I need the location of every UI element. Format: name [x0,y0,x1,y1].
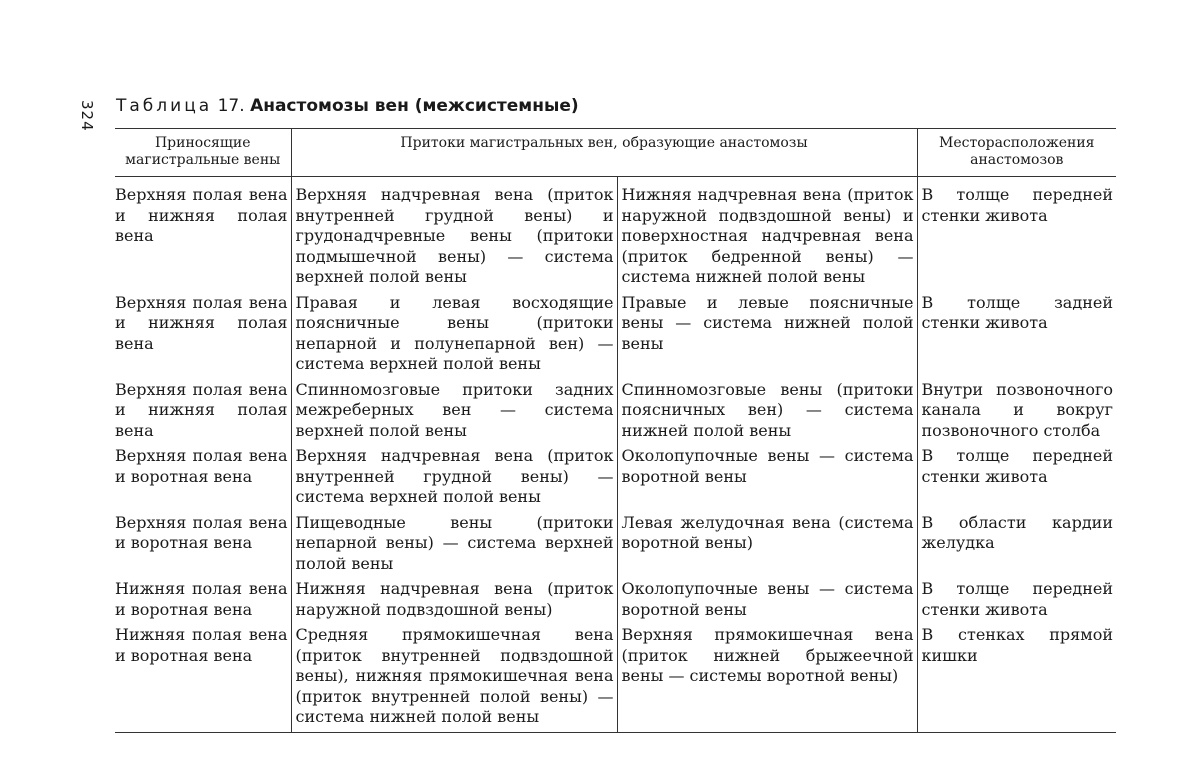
header-location: Месторасположения анастомозов [917,129,1116,177]
header-tributaries: Притоки магистральных вен, образующие анастомозы [291,129,917,177]
cell-location: В толще передней стенки живота [917,577,1116,623]
cell-tributary-1: Верхняя надчревная вена (приток внутренней грудной вены) и грудонадчревные вены (притоки подмышечной вены) — система верхней полой вены [291,177,617,291]
table-row [115,444,1116,511]
cell-tributary-2: Левая желудочная вена (система воротной вены) [617,511,917,578]
table-row [115,291,1116,378]
cell-tributary-1: Спинномозговые притоки задних межреберных вен — система верхней полой вены [291,378,617,445]
table-row [115,511,1116,578]
cell-tributary-1: Верхняя надчревная вена (приток внутренней грудной вены) — система верхней полой вены [291,444,617,511]
cell-tributary-1: Пищеводные вены (притоки непарной вены) — система верхней полой вены [291,511,617,578]
cell-tributary-2: Околопупочные вены — система воротной вены [617,444,917,511]
header-main-veins: Приносящие магистральные вены [115,129,291,177]
cell-tributary-1: Нижняя надчревная вена (приток наружной подвздошной вены) [291,577,617,623]
page-number: 324 [78,100,96,132]
cell-location: В толще передней стенки живота [917,444,1116,511]
cell-tributary-2: Спинномозговые вены (притоки поясничных вен) — система нижней полой вены [617,378,917,445]
cell-tributary-1: Правая и левая восходящие поясничные вены (притоки непарной и полунепарной вен) — система верхней полой вены [291,291,617,378]
table-title-number: 17. [217,96,245,116]
table-header-row [115,129,1116,177]
table-title-name: Анастомозы вен (межсистемные) [250,96,579,116]
cell-main-veins: Нижняя полая вена и воротная вена [115,623,291,732]
cell-main-veins: Верхняя полая вена и воротная вена [115,446,288,486]
cell-location: В толще передней стенки живота [917,177,1116,291]
table-title [116,96,579,116]
cell-tributary-2: Правые и левые поясничные вены — система нижней полой вены [617,291,917,378]
cell-location: В толще задней стенки живота [917,291,1116,378]
cell-tributary-1: Средняя прямокишечная вена (приток внутренней подвздошной вены), нижняя прямокишечная вена (приток внутренней полой вены) — система нижней полой вены [291,623,617,732]
table-row [115,623,1116,732]
table-row [115,577,1116,623]
cell-location: В области кардии желудка [917,511,1116,578]
table-row [115,378,1116,445]
table-title-label: Таблица [116,96,213,116]
cell-main-veins: Верхняя полая вена и нижняя полая вена [115,292,288,353]
table-row [115,177,1116,291]
cell-main-veins: Верхняя полая вена и нижняя полая вена [115,379,288,440]
cell-main-veins: Верхняя полая вена и нижняя полая вена [115,185,288,245]
anastomoses-table [115,128,1116,733]
cell-location: В стенках прямой кишки [917,623,1116,732]
cell-main-veins: Верхняя полая вена и воротная вена [115,512,288,552]
cell-location: Внутри позвоночного канала и вокруг позвоночного столба [917,378,1116,445]
cell-main-veins: Нижняя полая вена и воротная вена [115,579,288,619]
cell-tributary-2: Околопупочные вены — система воротной вены [617,577,917,623]
cell-tributary-2: Нижняя надчревная вена (приток наружной подвздошной вены) и поверхностная надчревная вена (приток бедренной вены) — система нижней полой вены [617,177,917,291]
cell-tributary-2: Верхняя прямокишечная вена (приток нижней брыжеечной вены — системы воротной вены) [617,623,917,732]
